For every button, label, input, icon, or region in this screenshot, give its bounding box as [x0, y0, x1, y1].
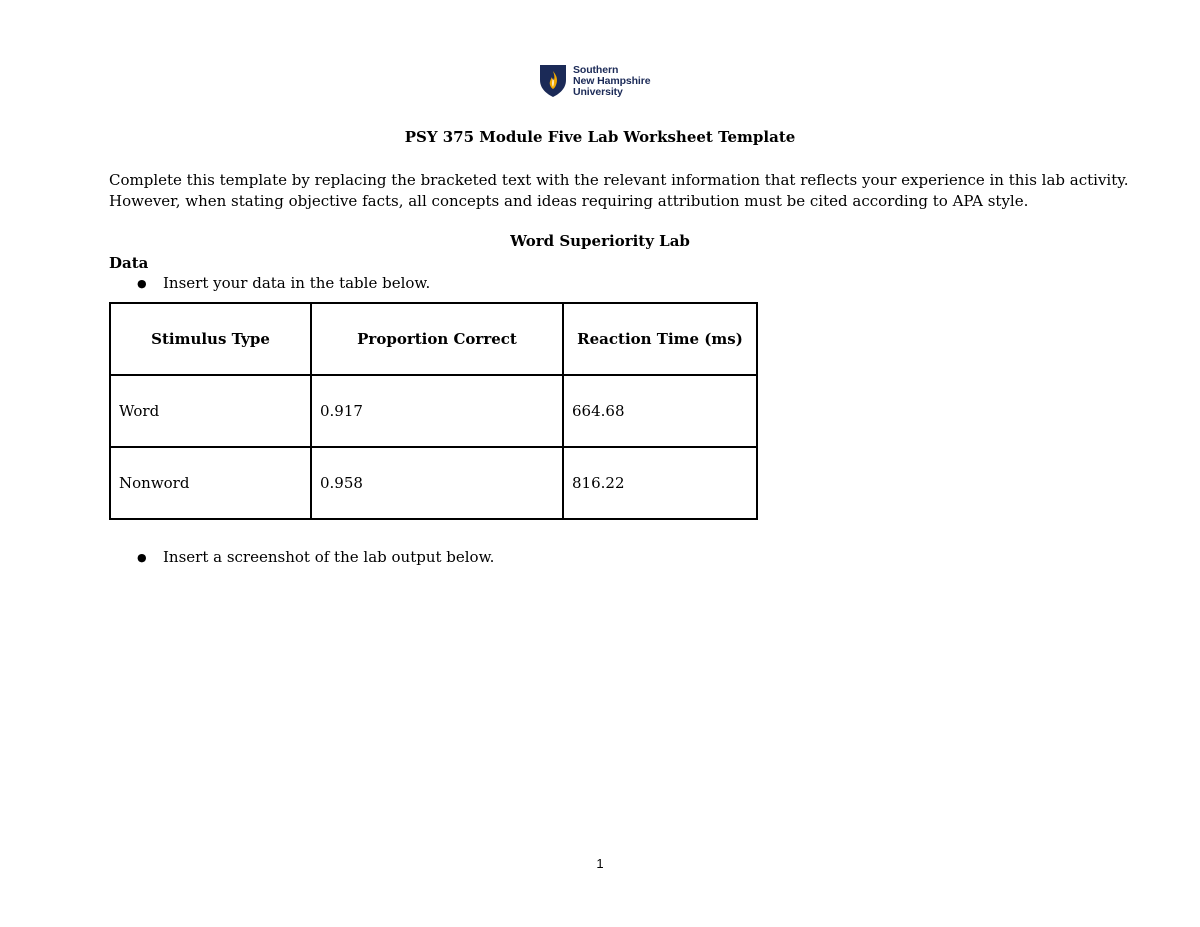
bullet-item	[137, 548, 494, 566]
table-cell: 816.22	[563, 447, 757, 519]
bullet-text: Insert a screenshot of the lab output below.	[163, 548, 495, 566]
intro-line-2: However, when stating objective facts, all concepts and ideas requiring attribution must be cited according to APA style.	[109, 192, 1029, 210]
column-header: Stimulus Type	[110, 303, 311, 375]
bullet-text: Insert your data in the table below.	[163, 274, 431, 292]
bullet-icon: ●	[137, 276, 147, 290]
logo-line-2: New Hampshire	[573, 74, 651, 87]
page-number: 1	[596, 856, 604, 871]
bullet-icon: ●	[137, 550, 147, 564]
table-row	[110, 447, 757, 519]
shield-flame-icon	[539, 64, 567, 98]
table-cell: 664.68	[563, 375, 757, 447]
data-table	[109, 302, 758, 520]
section-title: Word Superiority Lab	[510, 232, 690, 250]
table-row	[110, 375, 757, 447]
intro-line-1: Complete this template by replacing the bracketed text with the relevant information that reflects your experience in this lab activity.	[109, 171, 1129, 189]
bullet-item	[137, 274, 430, 292]
document-title: PSY 375 Module Five Lab Worksheet Template	[404, 128, 796, 146]
table-cell: 0.917	[311, 375, 563, 447]
table-cell: Nonword	[110, 447, 311, 519]
data-heading: Data	[109, 254, 149, 272]
table-cell: Word	[110, 375, 311, 447]
column-header: Reaction Time (ms)	[563, 303, 757, 375]
table-header-row	[110, 303, 757, 375]
logo-wordmark	[573, 65, 650, 98]
logo-line-1: Southern	[573, 63, 619, 76]
table-cell: 0.958	[311, 447, 563, 519]
university-logo	[539, 64, 650, 98]
logo-line-3: University	[573, 85, 623, 98]
intro-paragraph	[109, 170, 1129, 212]
column-header: Proportion Correct	[311, 303, 563, 375]
